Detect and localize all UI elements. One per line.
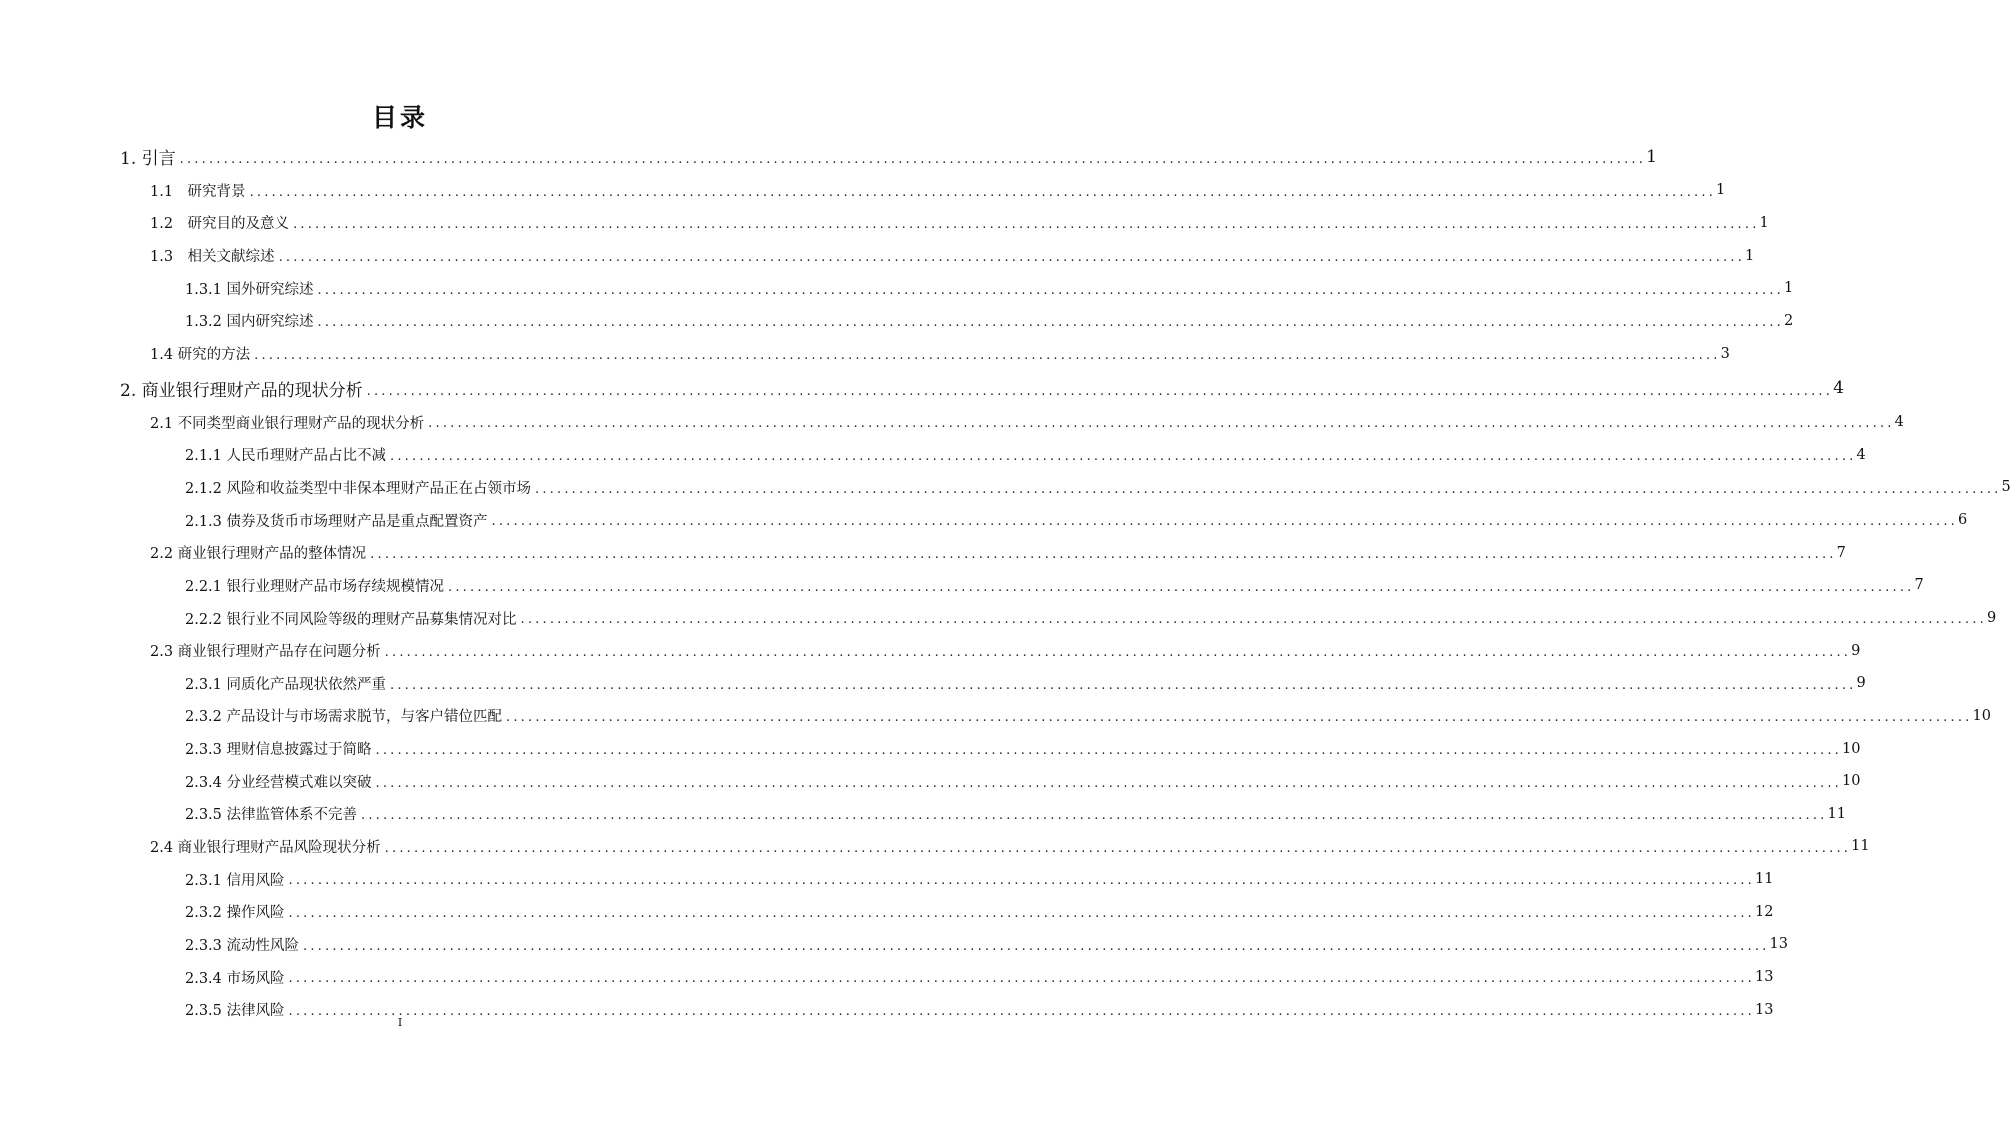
- toc-entry-label: 2.3.4 分业经营模式难以突破: [185, 774, 372, 791]
- toc-entry[interactable]: [0, 438, 1866, 471]
- toc-entry-label: 2.2 商业银行理财产品的整体情况: [150, 546, 367, 563]
- toc-entry[interactable]: [0, 700, 1991, 733]
- toc-page-number: 9: [1986, 610, 1997, 626]
- toc-entry-label: 2.3.1 信用风险: [185, 872, 285, 889]
- toc-dot-leader: ........................................................................................................................................................................................................: [288, 873, 1755, 889]
- toc-dot-leader: ........................................................................................................................................................................................................: [179, 152, 1647, 167]
- toc-entry-label: 1.3 相关文献综述: [150, 249, 275, 266]
- toc-dot-leader: ........................................................................................................................................................................................................: [491, 514, 1958, 530]
- toc-entry[interactable]: [0, 471, 2011, 504]
- toc-entry-label: 2.3.2 产品设计与市场需求脱节，与客户错位匹配: [185, 709, 503, 726]
- toc-dot-leader: ........................................................................................................................................................................................................: [375, 742, 1842, 758]
- toc-entry-label: 2.3.3 流动性风险: [185, 937, 300, 954]
- toc-entry[interactable]: [0, 406, 1904, 439]
- toc-entry[interactable]: [0, 798, 1846, 831]
- toc-page-number: 6: [1957, 512, 1968, 529]
- toc-entry[interactable]: [0, 504, 1968, 537]
- toc-page-number: 11: [1827, 805, 1846, 822]
- toc-dot-leader: ........................................................................................................................................................................................................: [293, 217, 1760, 233]
- toc-dot-leader: ........................................................................................................................................................................................................: [303, 938, 1770, 954]
- toc-entry[interactable]: [0, 139, 1657, 174]
- toc-page-number: 2: [1783, 312, 1794, 329]
- toc-dot-leader: ........................................................................................................................................................................................................: [384, 840, 1852, 856]
- toc-entry-label: 2.1 不同类型商业银行理财产品的现状分析: [150, 415, 425, 432]
- toc-entry-label: 1.3.2 国内研究综述: [185, 314, 314, 331]
- toc-page-number: 1: [1646, 146, 1657, 167]
- toc-entry-label: 2.1.3 债券及货币市场理财产品是重点配置资产: [185, 513, 488, 530]
- toc-page-number: 7: [1914, 577, 1924, 594]
- toc-dot-leader: ........................................................................................................................................................................................................: [375, 775, 1842, 791]
- toc-dot-leader: ........................................................................................................................................................................................................: [520, 612, 1987, 628]
- toc-page-number: 5: [2001, 479, 2011, 496]
- toc-dot-leader: ........................................................................................................................................................................................................: [317, 315, 1784, 331]
- toc-entry[interactable]: [0, 863, 1774, 896]
- toc-entry[interactable]: [0, 371, 1844, 406]
- toc-dot-leader: ........................................................................................................................................................................................................: [506, 710, 1973, 726]
- toc-entry-label: 2.3.3 理财信息披露过于简略: [185, 742, 372, 759]
- toc-entry[interactable]: [0, 174, 1726, 207]
- toc-page-number: 9: [1851, 642, 1861, 659]
- toc-entry[interactable]: [0, 305, 1794, 338]
- toc-entry-label: 2. 商业银行理财产品的现状分析: [120, 380, 363, 401]
- toc-entry[interactable]: [0, 239, 1755, 272]
- toc-entry-label: 2.3.4 市场风险: [185, 970, 285, 987]
- toc-entry-label: 2.1.2 风险和收益类型中非保本理财产品正在占领市场: [185, 480, 532, 497]
- toc-entry[interactable]: [0, 895, 1774, 928]
- toc-dot-leader: ........................................................................................................................................................................................................: [361, 808, 1828, 824]
- toc-dot-leader: ........................................................................................................................................................................................................: [249, 184, 1717, 200]
- toc-entry-label: 1.2 研究目的及意义: [150, 216, 290, 233]
- toc-entry-label: 2.3 商业银行理财产品存在问题分析: [150, 644, 381, 661]
- toc-entry-label: 2.2.2 银行业不同风险等级的理财产品募集情况对比: [185, 611, 517, 628]
- toc-entry-label: 2.1.1 人民币理财产品占比不减: [185, 448, 387, 465]
- toc-entry-label: 1.1 研究背景: [150, 183, 246, 200]
- toc-dot-leader: ........................................................................................................................................................................................................: [254, 347, 1721, 363]
- toc-page-number: 4: [1856, 446, 1866, 463]
- toc-entry[interactable]: [0, 536, 1846, 569]
- toc-dot-leader: ........................................................................................................................................................................................................: [535, 481, 2002, 497]
- toc-dot-leader: ........................................................................................................................................................................................................: [278, 249, 1746, 265]
- toc-page-number: 11: [1754, 871, 1774, 888]
- toc-page-number: 9: [1856, 675, 1866, 692]
- toc-entry-label: 1. 引言: [120, 149, 176, 169]
- toc-entry-label: 2.3.5 法律监管体系不完善: [185, 807, 358, 824]
- toc-dot-leader: ........................................................................................................................................................................................................: [384, 644, 1852, 660]
- toc-page-number: 3: [1720, 345, 1730, 362]
- toc-page-number: 13: [1754, 1001, 1774, 1018]
- toc-entry[interactable]: [0, 830, 1870, 863]
- toc-entry-label: 2.3.1 同质化产品现状依然严重: [185, 676, 387, 693]
- toc-page-number: 7: [1836, 544, 1846, 561]
- toc-entry[interactable]: [0, 602, 1997, 635]
- toc-page-number: 13: [1754, 969, 1774, 986]
- toc-entry-label: 2.2.1 银行业理财产品市场存续规模情况: [185, 578, 445, 595]
- toc-page-number: 4: [1894, 414, 1904, 431]
- toc-entry-label: 2.3.5 法律风险: [185, 1003, 285, 1020]
- toc-entry[interactable]: [0, 928, 1788, 961]
- toc-page-number: 12: [1754, 903, 1774, 920]
- toc-page-number: 1: [1716, 182, 1726, 199]
- page-number: I: [397, 1016, 403, 1029]
- toc-dot-leader: ........................................................................................................................................................................................................: [366, 383, 1834, 399]
- toc-dot-leader: ........................................................................................................................................................................................................: [370, 547, 1837, 563]
- toc-dot-leader: ........................................................................................................................................................................................................: [288, 906, 1755, 922]
- toc-entry[interactable]: [0, 569, 1924, 602]
- toc-entry[interactable]: [0, 732, 1861, 765]
- toc-dot-leader: ........................................................................................................................................................................................................: [390, 677, 1857, 693]
- toc-page-number: 11: [1851, 838, 1870, 855]
- toc-dot-leader: ........................................................................................................................................................................................................: [288, 971, 1755, 987]
- toc-entry-label: 2.4 商业银行理财产品风险现状分析: [150, 839, 381, 856]
- toc-entry[interactable]: [0, 207, 1769, 240]
- toc-dot-leader: ........................................................................................................................................................................................................: [390, 449, 1857, 465]
- toc-dot-leader: ........................................................................................................................................................................................................: [317, 282, 1784, 298]
- toc-dot-leader: ........................................................................................................................................................................................................: [448, 579, 1915, 595]
- toc-entry[interactable]: [0, 634, 1861, 667]
- toc-entry[interactable]: [0, 961, 1774, 994]
- toc-entry[interactable]: [0, 765, 1861, 798]
- toc-dot-leader: ........................................................................................................................................................................................................: [428, 416, 1895, 432]
- toc-page-number: 10: [1841, 773, 1861, 790]
- toc-page-number: 4: [1833, 378, 1844, 399]
- toc-entry[interactable]: [0, 272, 1794, 305]
- toc-entry[interactable]: [0, 667, 1866, 700]
- toc-title: 目录: [371, 103, 428, 132]
- toc-page-number: 1: [1759, 214, 1769, 231]
- toc-page-number: 10: [1841, 740, 1861, 757]
- toc-entry-label: 1.4 研究的方法: [150, 347, 251, 364]
- toc-entry[interactable]: [0, 337, 1730, 370]
- toc-list: [0, 138, 2011, 1026]
- toc-page-number: 1: [1745, 247, 1755, 264]
- toc-entry-label: 1.3.1 国外研究综述: [185, 281, 314, 298]
- toc-page-number: 13: [1769, 936, 1788, 953]
- toc-page-number: 10: [1972, 707, 1991, 724]
- toc-dot-leader: ........................................................................................................................................................................................................: [288, 1004, 1755, 1020]
- toc-page-number: 1: [1783, 280, 1794, 297]
- toc-entry-label: 2.3.2 操作风险: [185, 905, 285, 922]
